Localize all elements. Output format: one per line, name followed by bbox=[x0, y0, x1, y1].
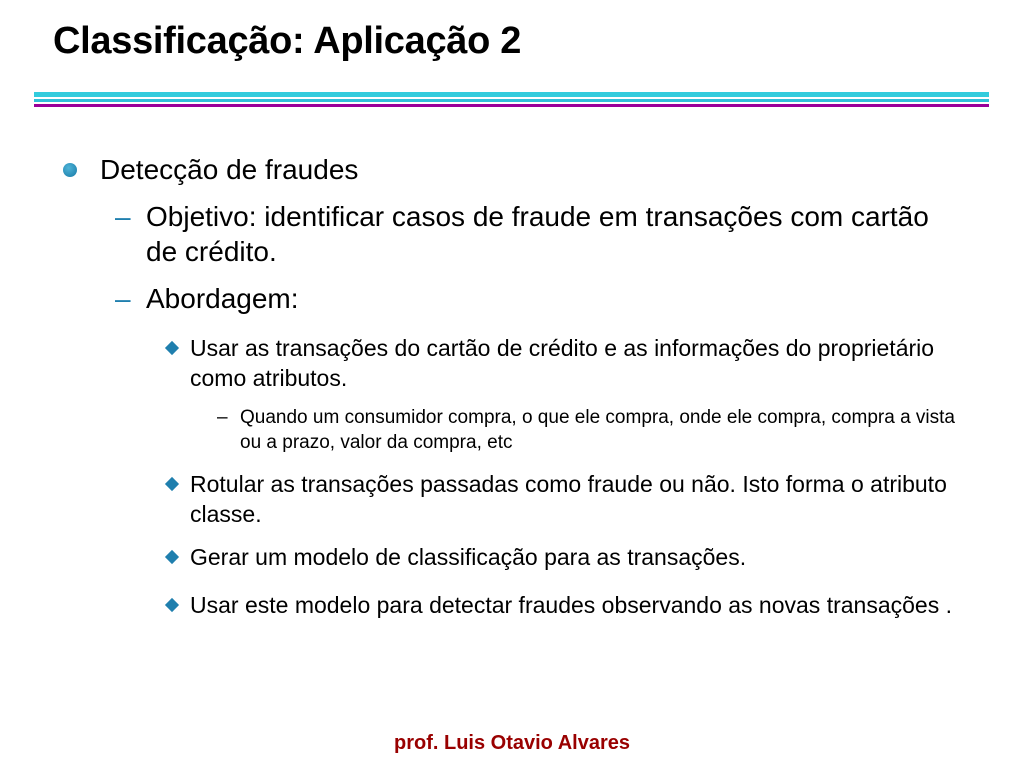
bullet-fraud-detection: Detecção de fraudes bbox=[100, 154, 359, 185]
diamond-bullet-icon bbox=[165, 477, 179, 491]
diamond-bullet-icon bbox=[165, 341, 179, 355]
title-divider-cyan-thick bbox=[34, 92, 989, 97]
bullet-use-model: Usar este modelo para detectar fraudes observando as novas transações . bbox=[190, 592, 952, 618]
dash-marker: – bbox=[115, 201, 131, 232]
title-divider-cyan-thin bbox=[34, 99, 989, 102]
diamond-bullet-icon bbox=[165, 550, 179, 564]
dash-marker: – bbox=[217, 407, 228, 428]
footer-author: prof. Luis Otavio Alvares bbox=[394, 732, 630, 754]
bullet-use-transactions: Usar as transações do cartão de crédito e as informações do proprietário como atributos. bbox=[190, 335, 935, 391]
title-divider-purple bbox=[34, 104, 989, 107]
round-bullet-icon bbox=[63, 163, 77, 177]
bullet-label-transactions: Rotular as transações passadas como fraude ou não. Isto forma o atributo classe. bbox=[190, 471, 947, 527]
bullet-approach: Abordagem: bbox=[146, 283, 299, 314]
bullet-generate-model: Gerar um modelo de classificação para as transações. bbox=[190, 544, 747, 570]
bullet-consumer-details: Quando um consumidor compra, o que ele compra, onde ele compra, compra a vista ou a prazo, valor da compra, etc bbox=[240, 407, 955, 453]
dash-marker: – bbox=[115, 283, 131, 314]
bullet-objective: Objetivo: identificar casos de fraude em transações com cartão de crédito. bbox=[146, 201, 929, 267]
diamond-bullet-icon bbox=[165, 598, 179, 612]
slide-title: Classificação: Aplicação 2 bbox=[53, 20, 522, 62]
